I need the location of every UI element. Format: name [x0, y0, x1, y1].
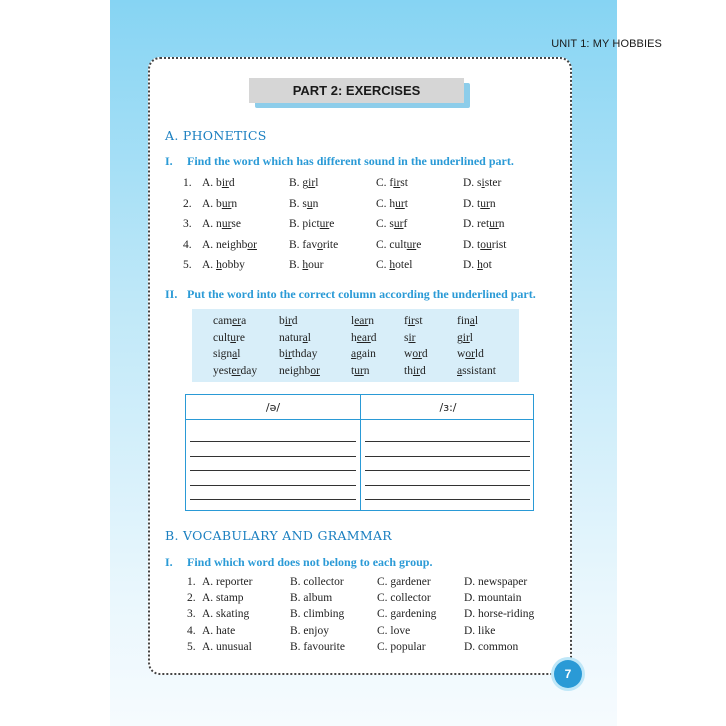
underlined-part: a	[469, 315, 475, 327]
underlined-part: h	[477, 259, 483, 271]
answer-option: D. mountain	[464, 592, 522, 605]
question-number: 1.	[187, 576, 196, 588]
answer-option: A. skating	[202, 608, 250, 621]
word-item: world	[457, 348, 484, 360]
underlined-part: ur	[319, 218, 330, 230]
question-number: 2.	[183, 197, 192, 210]
underlined-part: ir	[462, 331, 470, 344]
answer-option: D. return	[463, 218, 505, 230]
answer-option: B. album	[290, 592, 333, 605]
answer-option: A. hate	[202, 624, 236, 637]
underlined-part: or	[465, 348, 475, 360]
answer-option: B. girl	[289, 177, 319, 189]
answer-option: C. gardener	[377, 576, 431, 588]
sound-sort-table	[185, 394, 534, 511]
task-a2-instruction	[165, 287, 536, 302]
underlined-part: er	[231, 364, 241, 377]
answer-option: C. culture	[376, 238, 422, 251]
question-number: 3.	[183, 218, 192, 230]
answer-option: B. enjoy	[290, 624, 329, 637]
answer-line	[190, 456, 356, 457]
answer-option: B. sun	[289, 197, 319, 210]
answer-line	[190, 441, 356, 442]
answer-option: C. first	[376, 177, 408, 189]
answer-option: D. sister	[463, 177, 502, 189]
underlined-part: ur	[489, 218, 499, 230]
answer-option: D. newspaper	[464, 576, 528, 588]
word-item: girl	[457, 331, 473, 344]
answer-line	[365, 499, 530, 500]
underlined-part: ur	[221, 218, 232, 230]
task-number: I.	[165, 555, 173, 569]
word-item: natural	[279, 331, 311, 344]
answer-option: B. climbing	[290, 608, 345, 621]
column-header-schwa: /ə/	[265, 401, 281, 414]
underlined-part: h	[302, 259, 309, 271]
word-item: culture	[213, 331, 245, 344]
answer-option: A. burn	[202, 197, 238, 210]
question-number: 1.	[183, 177, 192, 189]
answer-option: C. collector	[377, 592, 431, 605]
word-item: signal	[213, 348, 241, 360]
answer-line	[365, 441, 530, 442]
answer-line	[190, 470, 356, 471]
underlined-part: a	[232, 348, 238, 360]
answer-option: A. reporter	[202, 576, 253, 588]
question-number: 4.	[187, 624, 196, 637]
answer-option: D. tourist	[463, 238, 507, 251]
underlined-part: u	[306, 197, 313, 210]
answer-line	[365, 456, 530, 457]
table-column-divider	[360, 395, 361, 510]
answer-option: B. hour	[289, 259, 324, 271]
word-item: bird	[279, 315, 298, 327]
task-a1-instruction	[165, 154, 514, 169]
underlined-part: a	[351, 348, 357, 360]
answer-option: B. collector	[290, 576, 344, 588]
word-item: assistant	[457, 364, 496, 377]
word-item: learn	[351, 315, 374, 327]
word-item: word	[404, 348, 428, 360]
underlined-part: or	[412, 348, 422, 360]
underlined-part: or	[310, 364, 320, 377]
section-b-heading: B. VOCABULARY AND GRAMMAR	[165, 528, 393, 543]
answer-line	[190, 485, 356, 486]
question-number: 4.	[183, 238, 192, 251]
answer-option: C. hotel	[376, 259, 413, 271]
task-text: Put the word into the correct column according the underlined part.	[187, 287, 536, 301]
task-number: I.	[165, 154, 173, 168]
column-header-er: /ɜ:/	[439, 401, 457, 414]
answer-line	[365, 470, 530, 471]
unit-title: UNIT 1: MY HOBBIES	[551, 38, 662, 50]
answer-option: C. popular	[377, 640, 426, 653]
question-number: 5.	[187, 640, 196, 653]
word-box	[192, 309, 519, 382]
underlined-part: a	[302, 331, 308, 344]
word-item: third	[404, 364, 426, 377]
task-text: Find which word does not belong to each group.	[187, 555, 433, 569]
underlined-part: ir	[308, 177, 316, 189]
answer-option: C. surf	[376, 218, 408, 230]
underlined-part: ur	[480, 197, 490, 210]
word-item: again	[351, 348, 376, 360]
underlined-part: ou	[480, 238, 492, 251]
question-number: 2.	[187, 592, 196, 605]
underlined-part: ear	[354, 315, 369, 327]
answer-option: C. hurt	[376, 197, 408, 210]
answer-option: D. hot	[463, 259, 492, 271]
word-item: heard	[351, 331, 377, 344]
underlined-part: a	[457, 364, 463, 377]
answer-option: D. horse-riding	[464, 608, 535, 621]
underlined-part: ir	[408, 331, 416, 344]
answer-option: C. love	[377, 624, 411, 637]
answer-line	[365, 485, 530, 486]
section-a-heading: A. PHONETICS	[165, 128, 267, 143]
word-item: first	[404, 315, 423, 327]
part-title: PART 2: EXERCISES	[249, 78, 464, 103]
answer-option: A. hobby	[202, 259, 245, 271]
underlined-part: ir	[284, 348, 292, 360]
answer-option: D. turn	[463, 197, 496, 210]
word-item: neighbor	[279, 364, 320, 377]
word-item: birthday	[279, 348, 318, 360]
underlined-part: ir	[412, 364, 420, 377]
answer-option: B. favorite	[289, 238, 339, 251]
underlined-part: h	[389, 259, 396, 271]
answer-option: A. nurse	[202, 218, 241, 230]
word-item: turn	[351, 364, 370, 377]
word-item: yesterday	[213, 364, 258, 377]
answer-option: A. neighbor	[202, 238, 257, 251]
answer-option: A. unusual	[202, 640, 252, 653]
underlined-part: ur	[406, 238, 417, 251]
underlined-part: ur	[393, 218, 404, 230]
answer-line	[190, 499, 356, 500]
page-number: 7	[554, 660, 582, 688]
underlined-part: h	[216, 259, 222, 271]
underlined-part: er	[232, 315, 242, 327]
word-item: sir	[404, 331, 416, 344]
underlined-part: ir	[407, 315, 415, 327]
task-text: Find the word which has different sound in the underlined part.	[187, 154, 514, 168]
question-number: 5.	[183, 259, 192, 271]
question-number: 3.	[187, 608, 196, 621]
answer-option: B. picture	[289, 218, 335, 230]
underlined-part: ir	[284, 315, 292, 327]
task-number: II.	[165, 287, 178, 301]
task-b1-instruction	[165, 555, 432, 570]
underlined-part: or	[247, 238, 257, 251]
underlined-part: ur	[354, 364, 364, 377]
word-item: final	[457, 315, 479, 327]
underlined-part: i	[481, 177, 485, 189]
answer-option: A. bird	[202, 177, 235, 189]
underlined-part: o	[317, 238, 323, 251]
answer-option: B. favourite	[290, 640, 345, 653]
underlined-part: ir	[393, 177, 401, 189]
answer-option: D. common	[464, 640, 519, 653]
underlined-part: ur	[221, 197, 232, 210]
underlined-part: ear	[356, 331, 371, 344]
answer-option: C. gardening	[377, 608, 437, 621]
word-item: camera	[213, 315, 247, 327]
answer-option: D. like	[464, 624, 496, 637]
answer-option: A. stamp	[202, 592, 244, 605]
underlined-part: ur	[395, 197, 405, 210]
underlined-part: ir	[221, 177, 229, 189]
underlined-part: u	[230, 331, 236, 344]
